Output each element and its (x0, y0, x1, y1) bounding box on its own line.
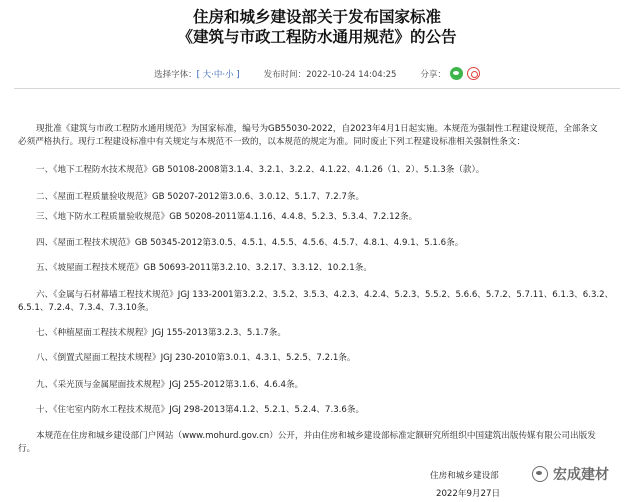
share-label: 分享： (420, 69, 446, 80)
header-divider (14, 88, 620, 89)
article-meta (0, 67, 634, 80)
list-item: 九、《采光顶与金属屋面技术规程》JGJ 255-2012第3.1.6、4.6.4条。 (36, 380, 304, 390)
font-dot-2: · (222, 69, 226, 80)
watermark (532, 464, 609, 484)
list-item: 五、《坡屋面工程技术规范》GB 50693-2011第3.2.10、3.2.17、3.3.12、10.2.1条。 (36, 263, 372, 273)
font-size-close-bracket: ] (233, 69, 240, 80)
font-size-open-bracket: [ (196, 69, 203, 80)
font-size-label: 选择字体： (154, 69, 197, 80)
font-large-link[interactable]: 大 (202, 69, 212, 80)
wechat-icon (532, 466, 548, 482)
font-small-link[interactable]: 小 (225, 69, 234, 80)
list-item: 四、《屋面工程技术规范》GB 50345-2012第3.0.5、4.5.1、4.5.5、4.5.6、4.5.7、4.8.1、4.9.1、5.1.6条。 (36, 238, 464, 248)
closing-line-1: 本规范在住房和城乡建设部门户网站（www.mohurd.gov.cn）公开，并由住房和城乡建设部标准定额研究所组织中国建筑出版传媒有限公司出版发 (36, 431, 596, 441)
list-item: 二、《屋面工程质量验收规范》GB 50207-2012第3.0.6、3.0.12、5.1.7、7.2.7条。 (36, 192, 365, 202)
list-item: 十、《住宅室内防水工程技术规范》JGJ 298-2013第4.1.2、5.2.1、5.2.4、7.3.6条。 (36, 405, 365, 415)
list-item: 六、《金属与石材幕墙工程技术规范》JGJ 133-2001第3.2.2、3.5.2、3.5.3、4.2.3、4.2.4、5.2.3、5.5.2、5.6.6、5.7.2、5.7.11、6.1.3、6.3.2、 6.5.1、7.2.4、7.3.4、7.3.10条。 (18, 290, 614, 313)
signature-org: 住房和城乡建设部 (430, 471, 499, 481)
closing-paragraph (18, 430, 620, 456)
weibo-icon[interactable] (467, 67, 480, 80)
intro-line-2: 必须严格执行。现行工程建设标准中有关规定与本规范不一致的，以本规范的规定为准。同时废止下列工程建设标准相关强制性条文： (18, 137, 526, 147)
closing-line-2: 行。 (18, 444, 36, 454)
list-item: 三、《地下防水工程质量验收规范》GB 50208-2011第4.1.16、4.4.8、5.2.3、5.3.4、7.2.12条。 (36, 212, 418, 222)
font-size-options (197, 68, 240, 80)
page-title-line1: 住房和城乡建设部关于发布国家标准 (192, 8, 441, 26)
wechat-icon[interactable] (450, 67, 463, 80)
signature-date: 2022年9月27日 (436, 489, 501, 499)
publish-time: 发布时间：2022-10-24 14:04:25 (263, 69, 397, 80)
font-dot-1: · (211, 69, 214, 80)
list-item: 一、《地下工程防水技术规范》GB 50108-2008第3.1.4、3.2.1、3.2.2、4.1.22、4.1.26（1、2）、5.1.3条（款）。 (36, 165, 485, 175)
watermark-text: 宏成建材 (553, 467, 609, 483)
list-item: 八、《倒置式屋面工程技术规程》JGJ 230-2010第3.0.1、4.3.1、5.2.5、7.2.1条。 (36, 353, 356, 363)
font-medium-link[interactable]: 中 (213, 69, 223, 80)
list-item: 七、《种植屋面工程技术规程》JGJ 155-2013第3.2.3、5.1.7条。 (36, 328, 286, 338)
page-title-line2: 《建筑与市政工程防水通用规范》的公告 (177, 28, 457, 46)
intro-paragraph (18, 123, 620, 149)
intro-line-1: 现批准《建筑与市政工程防水通用规范》为国家标准，编号为GB55030-2022，自2023年4月1日起实施。本规范为强制性工程建设规范，全部条文 (36, 124, 598, 134)
